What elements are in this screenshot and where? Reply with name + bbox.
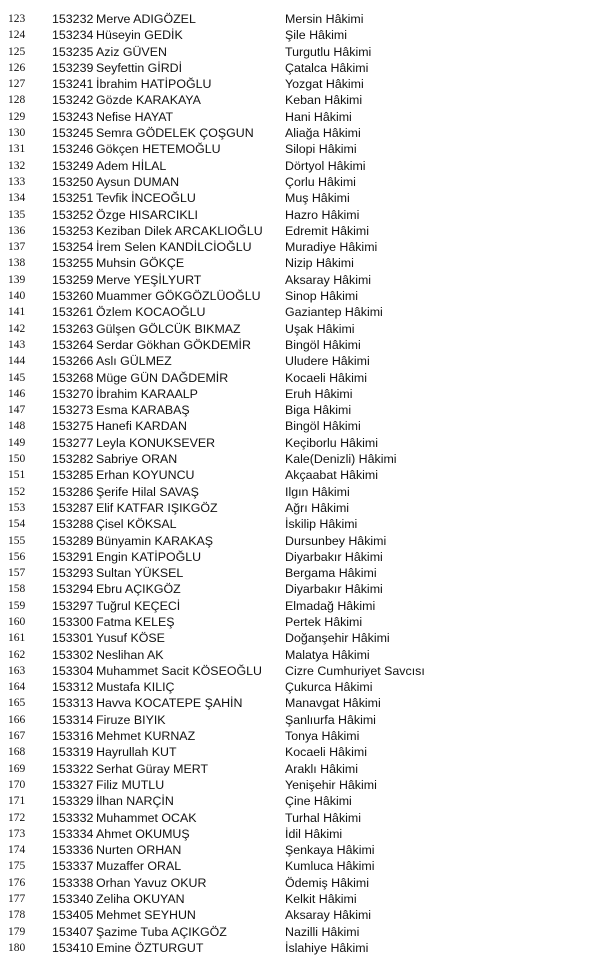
list-row — [0, 695, 600, 711]
person-name: Müge GÜN DAĞDEMİR — [96, 370, 229, 385]
registry-number: 153288 — [52, 517, 94, 532]
assignment-position: Sinop Hâkimi — [285, 289, 358, 304]
registry-number: 153338 — [52, 875, 94, 890]
assignment-position: Şanlıurfa Hâkimi — [285, 712, 376, 727]
registry-number: 153261 — [52, 305, 94, 320]
list-row — [0, 76, 600, 92]
assignment-position: Kocaeli Hâkimi — [285, 745, 367, 760]
person-name: Mehmet KURNAZ — [96, 729, 196, 744]
row-number: 172 — [8, 811, 26, 824]
assignment-position: Turgutlu Hâkimi — [285, 44, 372, 59]
assignment-position: Muş Hâkimi — [285, 191, 350, 206]
assignment-position: Yenişehir Hâkimi — [285, 777, 377, 792]
assignment-position: Bergama Hâkimi — [285, 566, 377, 581]
assignment-position: Şenkaya Hâkimi — [285, 843, 375, 858]
person-name: Leyla KONUKSEVER — [96, 435, 216, 450]
registry-number: 153264 — [52, 337, 94, 352]
assignment-position: İskilip Hâkimi — [285, 517, 358, 532]
list-row — [0, 712, 600, 728]
row-number: 150 — [8, 453, 26, 466]
row-number: 175 — [8, 860, 26, 873]
registry-number: 153275 — [52, 419, 94, 434]
registry-number: 153232 — [52, 12, 94, 26]
row-number: 125 — [8, 45, 26, 58]
person-name: Emine ÖZTURGUT — [96, 940, 204, 955]
assignment-position: Biga Hâkimi — [285, 403, 352, 418]
person-name: Bünyamin KARAKAŞ — [96, 533, 214, 548]
person-name: Erhan KOYUNCU — [96, 468, 195, 483]
assignment-position: Ödemiş Hâkimi — [285, 875, 369, 890]
list-row — [0, 826, 600, 842]
registry-number: 153316 — [52, 729, 94, 744]
registry-number: 153294 — [52, 582, 94, 597]
assignment-position: İslahiye Hâkimi — [285, 940, 369, 955]
list-row — [0, 663, 600, 679]
registry-number: 153251 — [52, 191, 94, 206]
list-row — [0, 777, 600, 793]
registry-number: 153297 — [52, 598, 94, 613]
registry-number: 153246 — [52, 142, 94, 157]
row-number: 134 — [8, 192, 26, 205]
list-row — [0, 533, 600, 549]
assignment-position: Diyarbakır Hâkimi — [285, 582, 383, 597]
row-number: 128 — [8, 94, 26, 107]
list-row — [0, 402, 600, 418]
assignment-position: Ağrı Hâkimi — [285, 500, 350, 515]
person-name: İrem Selen KANDİLCİOĞLU — [96, 240, 252, 255]
assignment-position: Ilgın Hâkimi — [285, 484, 350, 499]
row-number: 152 — [8, 485, 26, 498]
assignment-position: Kelkit Hâkimi — [285, 892, 357, 907]
person-name: Filiz MUTLU — [96, 777, 165, 792]
list-row — [0, 239, 600, 255]
registry-number: 153268 — [52, 370, 94, 385]
list-row — [0, 810, 600, 826]
row-number: 133 — [8, 175, 26, 188]
row-number: 164 — [8, 681, 26, 694]
registry-number: 153249 — [52, 158, 94, 173]
assignment-position: Elmadağ Hâkimi — [285, 598, 376, 613]
list-row — [0, 679, 600, 695]
assignment-position: Pertek Hâkimi — [285, 614, 363, 629]
assignment-position: Bingöl Hâkimi — [285, 419, 361, 434]
registry-number: 153293 — [52, 566, 94, 581]
registry-number: 153410 — [52, 940, 94, 955]
person-name: Yusuf KÖSE — [96, 631, 165, 646]
list-row — [0, 500, 600, 516]
row-number: 135 — [8, 208, 26, 221]
list-row — [0, 11, 600, 27]
row-number: 160 — [8, 615, 26, 628]
assignment-position: Çorlu Hâkimi — [285, 174, 356, 189]
list-row — [0, 793, 600, 809]
row-number: 146 — [8, 387, 26, 400]
person-name: Özge HISARCIKLI — [96, 207, 198, 222]
list-row — [0, 386, 600, 402]
registry-number: 153241 — [52, 77, 94, 92]
list-row — [0, 337, 600, 353]
registry-number: 153253 — [52, 223, 94, 238]
assignment-position: Silopi Hâkimi — [285, 142, 357, 157]
assignment-position: Muradiye Hâkimi — [285, 240, 378, 255]
list-row — [0, 44, 600, 60]
registry-number: 153266 — [52, 354, 94, 369]
assignment-position: Çatalca Hâkimi — [285, 60, 369, 75]
assignment-position: Tonya Hâkimi — [285, 729, 360, 744]
person-name: Aziz GÜVEN — [96, 44, 167, 59]
registry-number: 153300 — [52, 614, 94, 629]
registry-number: 153289 — [52, 533, 94, 548]
list-row — [0, 272, 600, 288]
assignment-position: Dörtyol Hâkimi — [285, 158, 366, 173]
registry-number: 153319 — [52, 745, 94, 760]
person-name: Engin KATİPOĞLU — [96, 549, 202, 564]
registry-number: 153313 — [52, 696, 94, 711]
person-name: Tevfik İNCEOĞLU — [96, 191, 196, 206]
list-row — [0, 255, 600, 271]
person-name: Nefise HAYAT — [96, 109, 174, 124]
registry-number: 153329 — [52, 794, 94, 809]
list-row — [0, 842, 600, 858]
registry-number: 153302 — [52, 647, 94, 662]
row-number: 139 — [8, 273, 26, 286]
row-number: 142 — [8, 322, 26, 335]
assignment-position: Kocaeli Hâkimi — [285, 370, 367, 385]
list-row — [0, 125, 600, 141]
row-number: 169 — [8, 762, 26, 775]
person-name: İbrahim KARAALP — [96, 386, 198, 401]
person-name: Gülşen GÖLCÜK BIKMAZ — [96, 321, 241, 336]
person-name: Tuğrul KEÇECİ — [96, 598, 181, 613]
person-name: Şerife Hilal SAVAŞ — [96, 484, 199, 499]
row-number: 140 — [8, 290, 26, 303]
row-number: 151 — [8, 469, 26, 482]
person-name: Şazime Tuba AÇIKGÖZ — [96, 924, 227, 939]
row-number: 124 — [8, 29, 26, 42]
list-row — [0, 60, 600, 76]
person-name: Zeliha OKUYAN — [96, 892, 185, 907]
person-name: Gökçen HETEMOĞLU — [96, 142, 221, 157]
registry-number: 153405 — [52, 908, 94, 923]
assignment-position: Aksaray Hâkimi — [285, 272, 372, 287]
row-number: 126 — [8, 61, 26, 74]
registry-number: 153263 — [52, 321, 94, 336]
registry-number: 153312 — [52, 680, 94, 695]
row-number: 170 — [8, 778, 26, 791]
list-row — [0, 875, 600, 891]
person-name: Mustafa KILIÇ — [96, 680, 175, 695]
assignment-position: Uşak Hâkimi — [285, 321, 355, 336]
registry-number: 153332 — [52, 810, 94, 825]
row-number: 165 — [8, 697, 26, 710]
person-name: İbrahim HATİPOĞLU — [96, 77, 212, 92]
row-number: 173 — [8, 827, 26, 840]
row-number: 156 — [8, 550, 26, 563]
registry-number: 153242 — [52, 93, 94, 108]
registry-number: 153277 — [52, 435, 94, 450]
person-name: Muhammet OCAK — [96, 810, 197, 825]
assignment-position: Yozgat Hâkimi — [285, 77, 364, 92]
list-row — [0, 647, 600, 663]
assignment-position: Eruh Hâkimi — [285, 386, 353, 401]
assignment-position: Gaziantep Hâkimi — [285, 305, 383, 320]
registry-number: 153259 — [52, 272, 94, 287]
person-name: Seyfettin GİRDİ — [96, 60, 183, 75]
assignment-position: Çukurca Hâkimi — [285, 680, 373, 695]
list-row — [0, 484, 600, 500]
list-row — [0, 598, 600, 614]
row-number: 179 — [8, 925, 26, 938]
person-name: Nurten ORHAN — [96, 843, 182, 858]
row-number: 159 — [8, 599, 26, 612]
assignment-position: Araklı Hâkimi — [285, 761, 358, 776]
list-row — [0, 891, 600, 907]
person-name: Merve YEŞİLYURT — [96, 272, 202, 287]
registry-number: 153245 — [52, 126, 94, 141]
registry-number: 153304 — [52, 663, 94, 678]
row-number: 167 — [8, 730, 26, 743]
assignment-position: Manavgat Hâkimi — [285, 696, 381, 711]
list-row — [0, 174, 600, 190]
row-number: 147 — [8, 404, 26, 417]
registry-number: 153407 — [52, 924, 94, 939]
row-number: 161 — [8, 632, 26, 645]
list-row — [0, 27, 600, 43]
assignment-position: Turhal Hâkimi — [285, 810, 361, 825]
assignment-position: Hazro Hâkimi — [285, 207, 360, 222]
registry-number: 153273 — [52, 403, 94, 418]
person-name: Muhammet Sacit KÖSEOĞLU — [96, 663, 262, 678]
row-number: 174 — [8, 844, 26, 857]
row-number: 149 — [8, 436, 26, 449]
row-number: 123 — [8, 13, 26, 25]
list-row — [0, 581, 600, 597]
list-row — [0, 158, 600, 174]
row-number: 153 — [8, 501, 26, 514]
row-number: 168 — [8, 746, 26, 759]
registry-number: 153282 — [52, 452, 94, 467]
person-name: Özlem KOCAOĞLU — [96, 305, 206, 320]
person-name: Aslı GÜLMEZ — [96, 354, 172, 369]
person-name: Keziban Dilek ARCAKLIOĞLU — [96, 223, 263, 238]
assignment-position: Doğanşehir Hâkimi — [285, 631, 390, 646]
assignment-position: Mersin Hâkimi — [285, 12, 364, 26]
row-number: 130 — [8, 127, 26, 140]
assignment-position: Şile Hâkimi — [285, 28, 347, 43]
list-row — [0, 190, 600, 206]
row-number: 145 — [8, 371, 26, 384]
list-row — [0, 907, 600, 923]
row-number: 154 — [8, 518, 26, 531]
person-name: Mehmet SEYHUN — [96, 908, 196, 923]
assignment-position: Nazilli Hâkimi — [285, 924, 360, 939]
list-row — [0, 924, 600, 940]
assignment-position: Aliağa Hâkimi — [285, 126, 361, 141]
registry-number: 153254 — [52, 240, 94, 255]
person-name: Serhat Güray MERT — [96, 761, 209, 776]
list-row — [0, 630, 600, 646]
registry-number: 153250 — [52, 174, 94, 189]
row-number: 171 — [8, 795, 26, 808]
person-name: Ebru AÇIKGÖZ — [96, 582, 181, 597]
registry-number: 153327 — [52, 777, 94, 792]
registry-number: 153235 — [52, 44, 94, 59]
row-number: 143 — [8, 338, 26, 351]
assignment-position: Uludere Hâkimi — [285, 354, 370, 369]
person-name: Merve ADIGÖZEL — [96, 12, 196, 26]
person-name: Orhan Yavuz OKUR — [96, 875, 207, 890]
list-row — [0, 565, 600, 581]
person-name: Semra GÖDELEK ÇOŞGUN — [96, 126, 254, 141]
row-number: 132 — [8, 159, 26, 172]
list-row — [0, 109, 600, 125]
person-name: Esma KARABAŞ — [96, 403, 190, 418]
row-number: 162 — [8, 648, 26, 661]
row-number: 178 — [8, 909, 26, 922]
list-row — [0, 549, 600, 565]
registry-number: 153301 — [52, 631, 94, 646]
list-row — [0, 141, 600, 157]
person-name: Elif KATFAR IŞIKGÖZ — [96, 500, 218, 515]
appointment-list — [0, 11, 600, 956]
list-row — [0, 207, 600, 223]
registry-number: 153234 — [52, 28, 94, 43]
registry-number: 153285 — [52, 468, 94, 483]
row-number: 131 — [8, 143, 26, 156]
person-name: Serdar Gökhan GÖKDEMİR — [96, 337, 251, 352]
row-number: 166 — [8, 713, 26, 726]
assignment-position: Kale(Denizli) Hâkimi — [285, 452, 397, 467]
registry-number: 153322 — [52, 761, 94, 776]
person-name: Fatma KELEŞ — [96, 614, 175, 629]
list-row — [0, 370, 600, 386]
person-name: Neslihan AK — [96, 647, 164, 662]
assignment-position: Çine Hâkimi — [285, 794, 352, 809]
row-number: 138 — [8, 257, 26, 270]
list-row — [0, 858, 600, 874]
assignment-position: Akçaabat Hâkimi — [285, 468, 378, 483]
person-name: Sabriye ORAN — [96, 452, 178, 467]
list-row — [0, 288, 600, 304]
list-row — [0, 353, 600, 369]
registry-number: 153239 — [52, 60, 94, 75]
list-row — [0, 744, 600, 760]
person-name: Aysun DUMAN — [96, 174, 180, 189]
assignment-position: Kumluca Hâkimi — [285, 859, 375, 874]
assignment-position: Nizip Hâkimi — [285, 256, 354, 271]
registry-number: 153334 — [52, 826, 94, 841]
row-number: 158 — [8, 583, 26, 596]
row-number: 136 — [8, 224, 26, 237]
list-row — [0, 614, 600, 630]
registry-number: 153260 — [52, 289, 94, 304]
assignment-position: Bingöl Hâkimi — [285, 337, 361, 352]
list-row — [0, 304, 600, 320]
assignment-position: Diyarbakır Hâkimi — [285, 549, 383, 564]
person-name: Çisel KÖKSAL — [96, 517, 177, 532]
row-number: 180 — [8, 941, 26, 954]
assignment-position: Malatya Hâkimi — [285, 647, 370, 662]
row-number: 144 — [8, 355, 26, 368]
person-name: Hüseyin GEDİK — [96, 28, 183, 43]
registry-number: 153340 — [52, 892, 94, 907]
person-name: Muhsin GÖKÇE — [96, 256, 185, 271]
person-name: Sultan YÜKSEL — [96, 566, 184, 581]
row-number: 141 — [8, 306, 26, 319]
person-name: Adem HİLAL — [96, 158, 167, 173]
assignment-position: Keban Hâkimi — [285, 93, 363, 108]
assignment-position: Aksaray Hâkimi — [285, 908, 372, 923]
row-number: 157 — [8, 567, 26, 580]
row-number: 155 — [8, 534, 26, 547]
assignment-position: Cizre Cumhuriyet Savcısı — [285, 663, 425, 678]
registry-number: 153252 — [52, 207, 94, 222]
list-row — [0, 223, 600, 239]
registry-number: 153287 — [52, 500, 94, 515]
list-row — [0, 321, 600, 337]
person-name: Havva KOCATEPE ŞAHİN — [96, 696, 243, 711]
person-name: Muzaffer ORAL — [96, 859, 182, 874]
person-name: Hayrullah KUT — [96, 745, 177, 760]
registry-number: 153255 — [52, 256, 94, 271]
person-name: Muammer GÖKGÖZLÜOĞLU — [96, 289, 261, 304]
registry-number: 153314 — [52, 712, 94, 727]
row-number: 148 — [8, 420, 26, 433]
row-number: 176 — [8, 876, 26, 889]
person-name: Ahmet OKUMUŞ — [96, 826, 190, 841]
registry-number: 153291 — [52, 549, 94, 564]
assignment-position: Hani Hâkimi — [285, 109, 352, 124]
list-row — [0, 516, 600, 532]
registry-number: 153243 — [52, 109, 94, 124]
row-number: 177 — [8, 893, 26, 906]
assignment-position: Keçiborlu Hâkimi — [285, 435, 378, 450]
list-row — [0, 728, 600, 744]
person-name: İlhan NARÇİN — [96, 794, 174, 809]
person-name: Gözde KARAKAYA — [96, 93, 201, 108]
person-name: Hanefi KARDAN — [96, 419, 187, 434]
row-number: 129 — [8, 110, 26, 123]
registry-number: 153286 — [52, 484, 94, 499]
assignment-position: Dursunbey Hâkimi — [285, 533, 387, 548]
registry-number: 153336 — [52, 843, 94, 858]
list-row — [0, 435, 600, 451]
list-row — [0, 940, 600, 956]
registry-number: 153270 — [52, 386, 94, 401]
assignment-position: Edremit Hâkimi — [285, 223, 369, 238]
list-row — [0, 92, 600, 108]
assignment-position: İdil Hâkimi — [285, 826, 343, 841]
list-row — [0, 761, 600, 777]
list-row — [0, 467, 600, 483]
registry-number: 153337 — [52, 859, 94, 874]
row-number: 137 — [8, 241, 26, 254]
row-number: 127 — [8, 78, 26, 91]
list-row — [0, 451, 600, 467]
row-number: 163 — [8, 664, 26, 677]
person-name: Firuze BIYIK — [96, 712, 166, 727]
list-row — [0, 418, 600, 434]
